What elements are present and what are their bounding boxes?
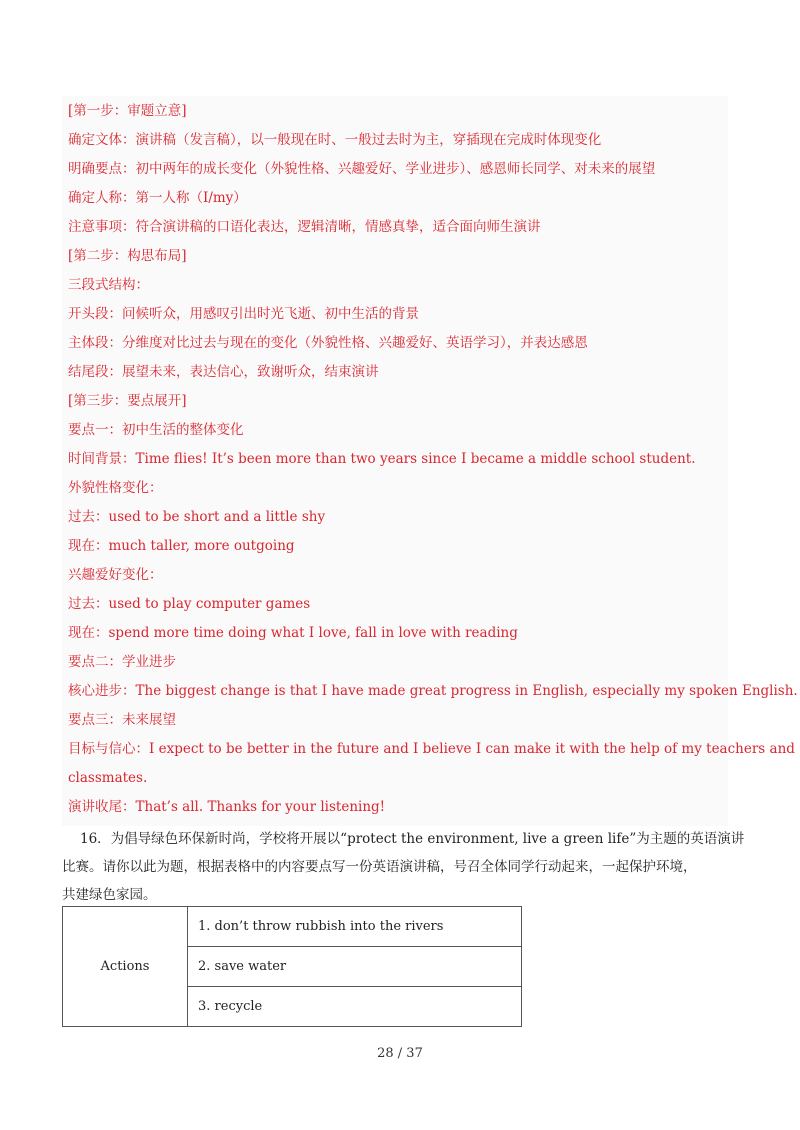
answer-line: 要点二：学业进步 — [68, 654, 176, 670]
answer-line: 明确要点：初中两年的成长变化（外貌性格、兴趣爱好、学业进步）、感恩师长同学、对未来的展望 — [68, 161, 656, 177]
answer-line: 核心进步：The biggest change is that I have made great progress in English, especially my spoken English. — [68, 683, 798, 699]
table-row: 2. save water — [188, 947, 522, 987]
page-number: 28 / 37 — [377, 1046, 423, 1061]
answer-line: 演讲收尾：That’s all. Thanks for your listening! — [68, 799, 386, 815]
answer-line: 开头段：问候听众，用感叹引出时光飞逝、初中生活的背景 — [68, 306, 419, 322]
question-line: 共建绿色家园。 — [62, 887, 157, 903]
answer-line: 结尾段：展望未来，表达信心，致谢听众，结束演讲 — [68, 364, 379, 380]
question-line: 比赛。请你以此为题，根据表格中的内容要点写一份英语演讲稿，号召全体同学行动起来，一起保护环境， — [62, 859, 697, 875]
table-row: 1. don’t throw rubbish into the rivers — [188, 907, 522, 947]
actions-table — [62, 906, 522, 1027]
answer-line: classmates. — [68, 770, 148, 786]
answer-line: 外貌性格变化： — [68, 480, 163, 496]
answer-line: 现在：much taller, more outgoing — [68, 538, 295, 554]
answer-line: 过去：used to be short and a little shy — [68, 509, 326, 525]
answer-line: 要点三：未来展望 — [68, 712, 176, 728]
answer-line: 注意事项：符合演讲稿的口语化表达，逻辑清晰，情感真挚，适合面向师生演讲 — [68, 219, 541, 235]
answer-line: [第三步：要点展开] — [68, 393, 187, 409]
answer-line: 目标与信心：I expect to be better in the future and I believe I can make it with the help of my teachers and — [68, 741, 795, 757]
answer-line: 要点一：初中生活的整体变化 — [68, 422, 244, 438]
answer-line: 确定人称：第一人称（I/my） — [68, 190, 247, 206]
table-row: 3. recycle — [188, 987, 522, 1027]
answer-line: 现在：spend more time doing what I love, fall in love with reading — [68, 625, 518, 641]
answer-line: 三段式结构： — [68, 277, 149, 293]
answer-line: 主体段：分维度对比过去与现在的变化（外貌性格、兴趣爱好、英语学习），并表达感恩 — [68, 335, 588, 351]
answer-line: [第二步：构思布局] — [68, 248, 187, 264]
answer-line: 过去：used to play computer games — [68, 596, 311, 612]
actions-header: Actions — [63, 907, 188, 1027]
answer-line: 兴趣爱好变化： — [68, 567, 163, 583]
answer-line: 时间背景：Time flies! It’s been more than two years since I became a middle school student. — [68, 451, 696, 467]
answer-line: 确定文体：演讲稿（发言稿），以一般现在时、一般过去时为主，穿插现在完成时体现变化 — [68, 132, 602, 148]
answer-line: [第一步：审题立意] — [68, 103, 187, 119]
question-line: 16．为倡导绿色环保新时尚，学校将开展以“protect the environment, live a green life”为主题的英语演讲 — [80, 831, 745, 847]
